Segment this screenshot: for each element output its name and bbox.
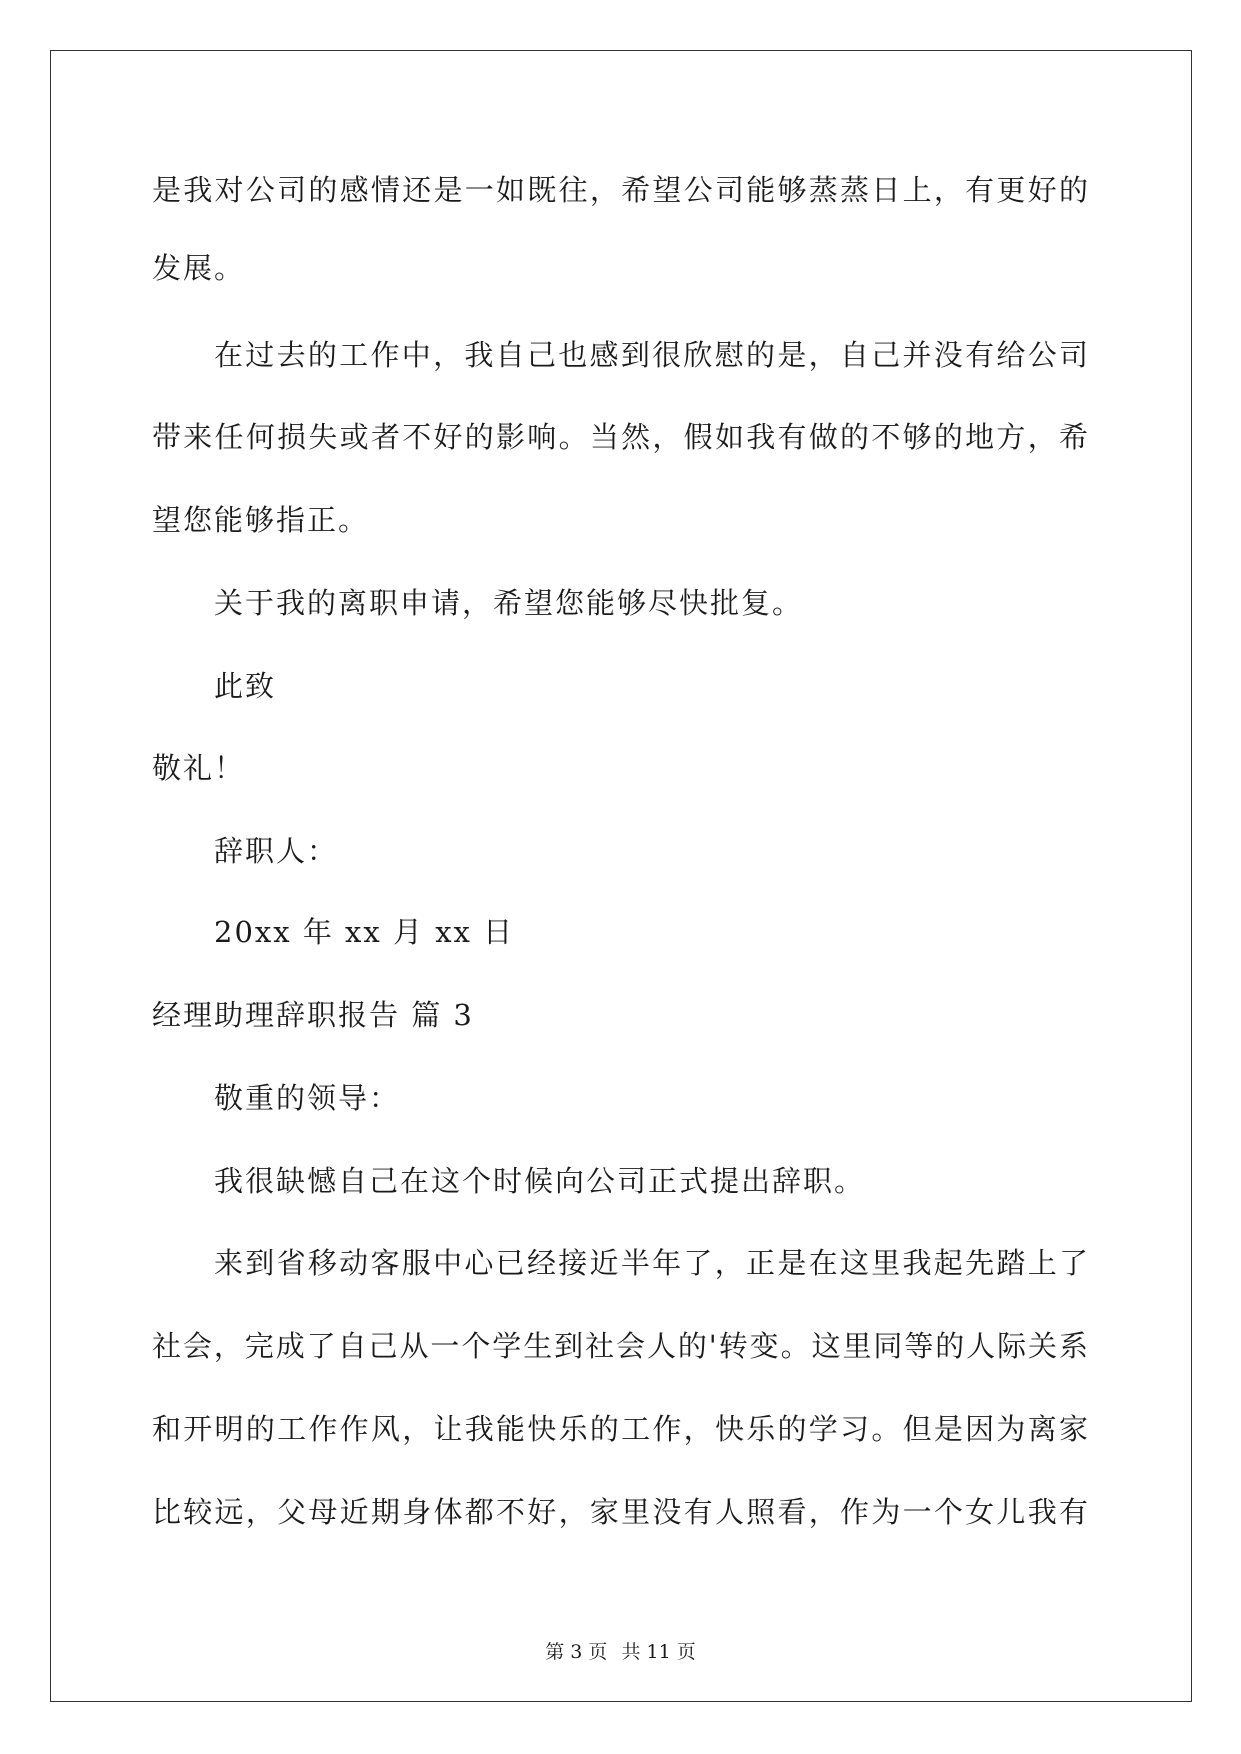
text-line: 辞职人：	[214, 834, 339, 868]
text-line: 敬礼！	[152, 751, 246, 785]
section-heading: 经理助理辞职报告 篇 3	[152, 998, 474, 1032]
text-line: 社会，完成了自己从一个学生到社会人的'转变。这里同等的人际关系	[152, 1329, 1088, 1363]
page-number: 第 3 页	[545, 1641, 608, 1663]
page-footer	[0, 1640, 1241, 1664]
date-line: 20xx 年 xx 月 xx 日	[214, 915, 515, 949]
text-line: 我很缺憾自己在这个时候向公司正式提出辞职。	[214, 1164, 866, 1198]
page-total: 共 11 页	[621, 1641, 696, 1663]
text-line: 关于我的离职申请，希望您能够尽快批复。	[214, 586, 804, 620]
page-border	[50, 50, 1192, 1702]
text-line: 来到省移动客服中心已经接近半年了，正是在这里我起先踏上了	[214, 1246, 1088, 1280]
text-line: 望您能够指正。	[152, 503, 370, 537]
salutation: 敬重的领导：	[214, 1081, 401, 1115]
text-line: 在过去的工作中，我自己也感到很欣慰的是，自己并没有给公司	[214, 338, 1088, 372]
text-line: 是我对公司的感情还是一如既往，希望公司能够蒸蒸日上，有更好的	[152, 173, 1088, 207]
text-line: 此致	[214, 669, 277, 703]
text-line: 带来任何损失或者不好的影响。当然，假如我有做的不够的地方，希	[152, 420, 1088, 454]
text-line: 比较远，父母近期身体都不好，家里没有人照看，作为一个女儿我有	[152, 1495, 1088, 1529]
text-line: 和开明的工作作风，让我能快乐的工作，快乐的学习。但是因为离家	[152, 1412, 1088, 1446]
text-line: 发展。	[152, 251, 246, 285]
